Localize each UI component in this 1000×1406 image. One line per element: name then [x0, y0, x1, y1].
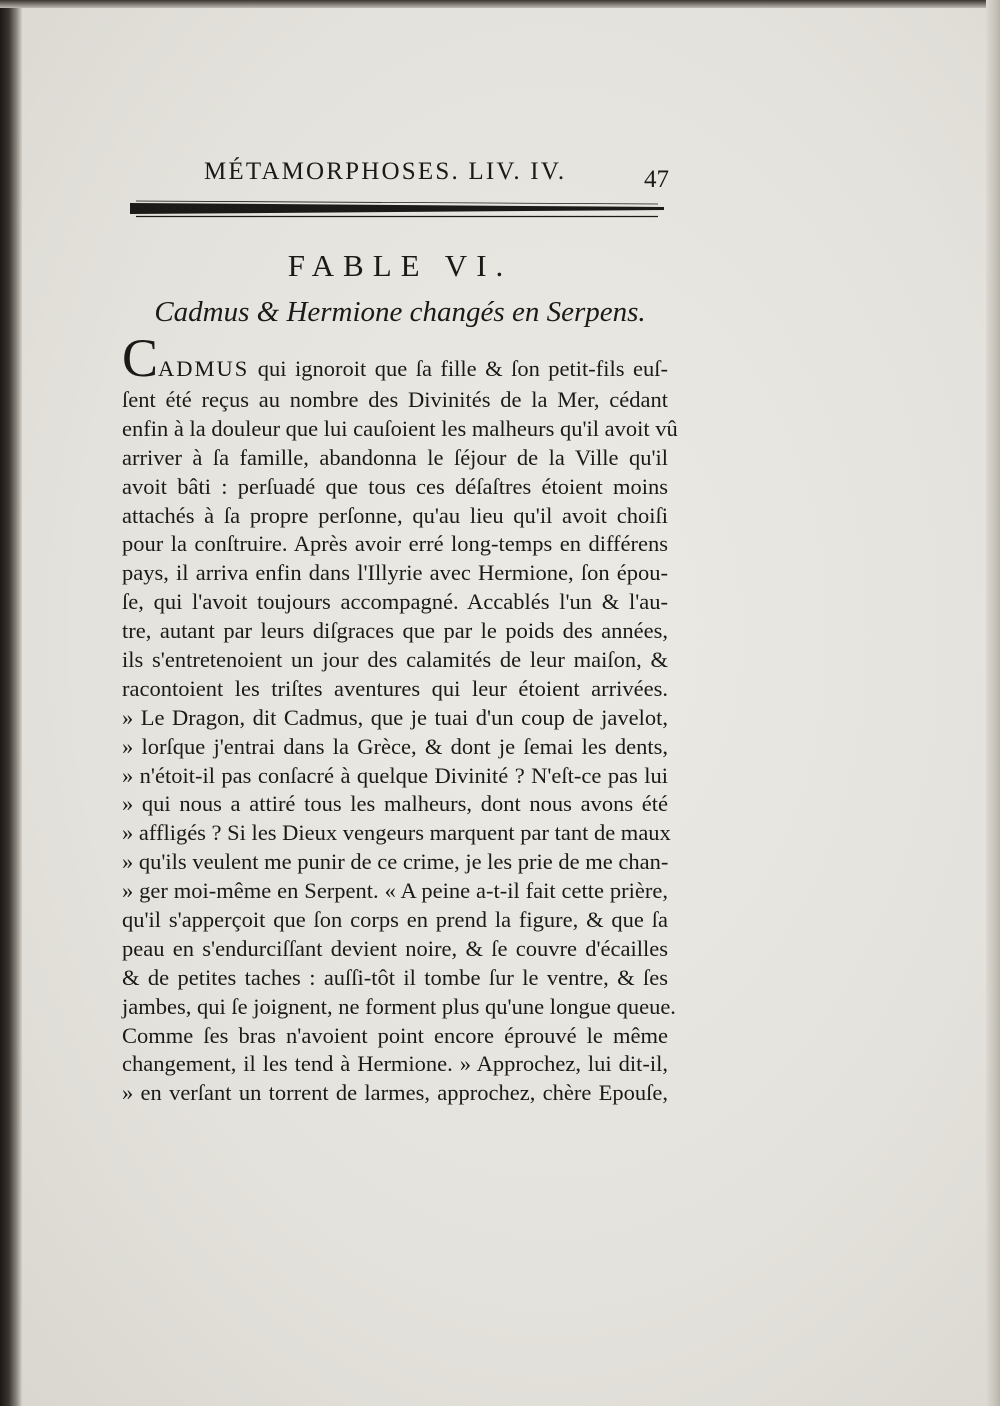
text-line: ſent été reçus au nombre des Divinités de la Mer, cédant	[122, 387, 668, 412]
page-number: 47	[644, 166, 669, 193]
text-line: arriver à ſa famille, abandonna le ſéjour de la Ville qu'il	[122, 444, 668, 470]
text-line-1	[122, 328, 668, 388]
text-line: » lorſque j'entrai dans la Grèce, & dont je ſemai les dents,	[122, 733, 668, 759]
first-word-smallcaps: ADMUS	[158, 356, 250, 381]
running-title: MÉTAMORPHOSES. LIV. IV.	[204, 158, 567, 185]
text-line: racontoient les triſtes aventures qui leur étoient arrivées.	[122, 675, 668, 701]
text-line: enfin à la douleur que lui cauſoient les malheurs qu'il avoit vû	[122, 415, 678, 441]
text-line: » ger moi-même en Serpent. « A peine a-t-il fait cette prière,	[122, 878, 668, 904]
text-line: attachés à ſa propre perſonne, qu'au lieu qu'il avoit choiſi	[122, 502, 668, 528]
text-line: » n'étoit-il pas conſacré à quelque Divinité ? N'eſt-ce pas lui	[122, 762, 668, 788]
drop-cap: C	[122, 328, 159, 388]
text-line: & de petites taches : auſſi-tôt il tombe ſur le ventre, & ſes	[122, 964, 668, 990]
text-line: changement, il les tend à Hermione. » Approchez, lui dit-il,	[122, 1051, 668, 1077]
text-line: » qui nous a attiré tous les malheurs, dont nous avons été	[122, 791, 668, 817]
text-line: qui ignoroit que ſa fille & ſon petit-fils euſ-	[249, 356, 668, 381]
text-line: jambes, qui ſe joignent, ne forment plus qu'une longue queue.	[122, 993, 676, 1019]
text-line: Comme ſes bras n'avoient point encore éprouvé le même	[122, 1022, 668, 1048]
text-line: avoit bâti : perſuadé que tous ces déſaſtres étoient moins	[122, 473, 668, 499]
text-line: ſe, qui l'avoit toujours accompagné. Accablés l'un & l'au-	[122, 589, 668, 615]
text-line: qu'il s'apperçoit que ſon corps en prend la figure, & que ſa	[122, 907, 668, 933]
body-text	[122, 328, 678, 1108]
text-line: » affligés ? Si les Dieux vengeurs marquent par tant de maux	[122, 820, 671, 846]
page-top-edge	[0, 0, 1000, 8]
binding-gutter	[0, 0, 22, 1406]
text-line: pour la conſtruire. Après avoir erré long-temps en différens	[122, 531, 668, 557]
fable-title: FABLE VI.	[287, 248, 513, 283]
text-line: » en verſant un torrent de larmes, approchez, chère Epouſe,	[122, 1080, 668, 1106]
text-line: ils s'entretenoient un jour des calamités de leur maiſon, &	[122, 647, 668, 673]
text-line: » qu'ils veulent me punir de ce crime, je les prie de me chan-	[122, 849, 669, 875]
page-right-edge	[986, 0, 1000, 1406]
fable-subtitle: Cadmus & Hermione changés en Serpens.	[154, 296, 646, 328]
text-line: peau en s'endurciſſant devient noire, & ſe couvre d'écailles	[122, 935, 668, 961]
text-line: pays, il arriva enfin dans l'Illyrie avec Hermione, ſon épou-	[122, 560, 668, 586]
ornamental-rule	[130, 200, 664, 218]
text-line: tre, autant par leurs diſgraces que par le poids des années,	[122, 618, 668, 644]
text-line: » Le Dragon, dit Cadmus, que je tuai d'un coup de javelot,	[122, 704, 668, 730]
